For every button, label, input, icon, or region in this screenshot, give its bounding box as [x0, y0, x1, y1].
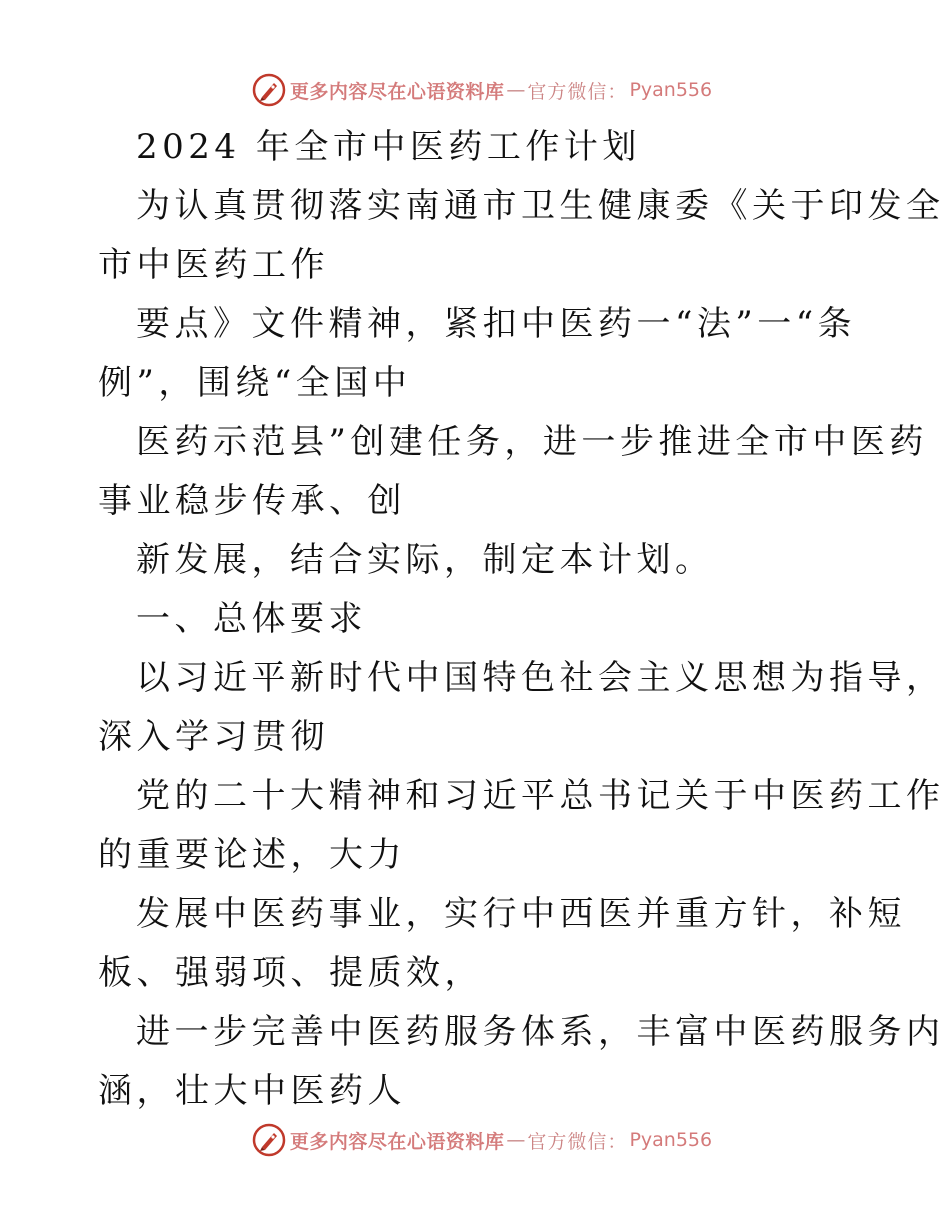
- text-line: 为认真贯彻落实南通市卫生健康委《关于印发全: [136, 186, 945, 226]
- pen-nib-logo-icon: [252, 73, 286, 107]
- text-line: 市中医药工作: [98, 245, 329, 285]
- text-line: 党的二十大精神和习近平总书记关于中医药工作: [136, 776, 945, 816]
- text-line: 一、总体要求: [136, 599, 367, 639]
- pen-nib-logo-icon: [252, 1123, 286, 1157]
- text-line: 板、强弱项、提质效，: [98, 953, 483, 993]
- footer-watermark: [0, 1120, 950, 1160]
- document-title: 2024 年全市中医药工作计划: [136, 127, 641, 167]
- watermark-official-label: 官方微信：: [527, 80, 628, 103]
- text-line: 进一步完善中医药服务体系，丰富中医药服务内: [136, 1012, 945, 1052]
- watermark-separator: —: [506, 1129, 526, 1151]
- watermark-wechat-id: Pyan556: [629, 1129, 713, 1151]
- watermark-separator: —: [506, 79, 526, 101]
- text-line: 例”，围绕“全国中: [98, 363, 412, 403]
- text-line: 涵，壮大中医药人: [98, 1071, 406, 1111]
- text-line: 的重要论述，大力: [98, 835, 406, 875]
- text-line: 深入学习贯彻: [98, 717, 329, 757]
- text-line: 新发展，结合实际，制定本计划。: [136, 540, 714, 580]
- header-watermark: [0, 70, 950, 110]
- text-line: 要点》文件精神，紧扣中医药一“法”一“条: [136, 304, 857, 344]
- text-line: 发展中医药事业，实行中西医并重方针，补短: [136, 894, 906, 934]
- text-line: 医药示范县”创建任务，进一步推进全市中医药: [136, 422, 928, 462]
- text-line: 事业稳步传承、创: [98, 481, 406, 521]
- watermark-official-label: 官方微信：: [527, 1130, 628, 1153]
- watermark-wechat-id: Pyan556: [629, 79, 713, 101]
- watermark-brand-text: 更多内容尽在心语资料库: [289, 1130, 505, 1153]
- document-body: [98, 118, 945, 1121]
- text-line: 以习近平新时代中国特色社会主义思想为指导，: [136, 658, 945, 698]
- watermark-brand-text: 更多内容尽在心语资料库: [289, 80, 505, 103]
